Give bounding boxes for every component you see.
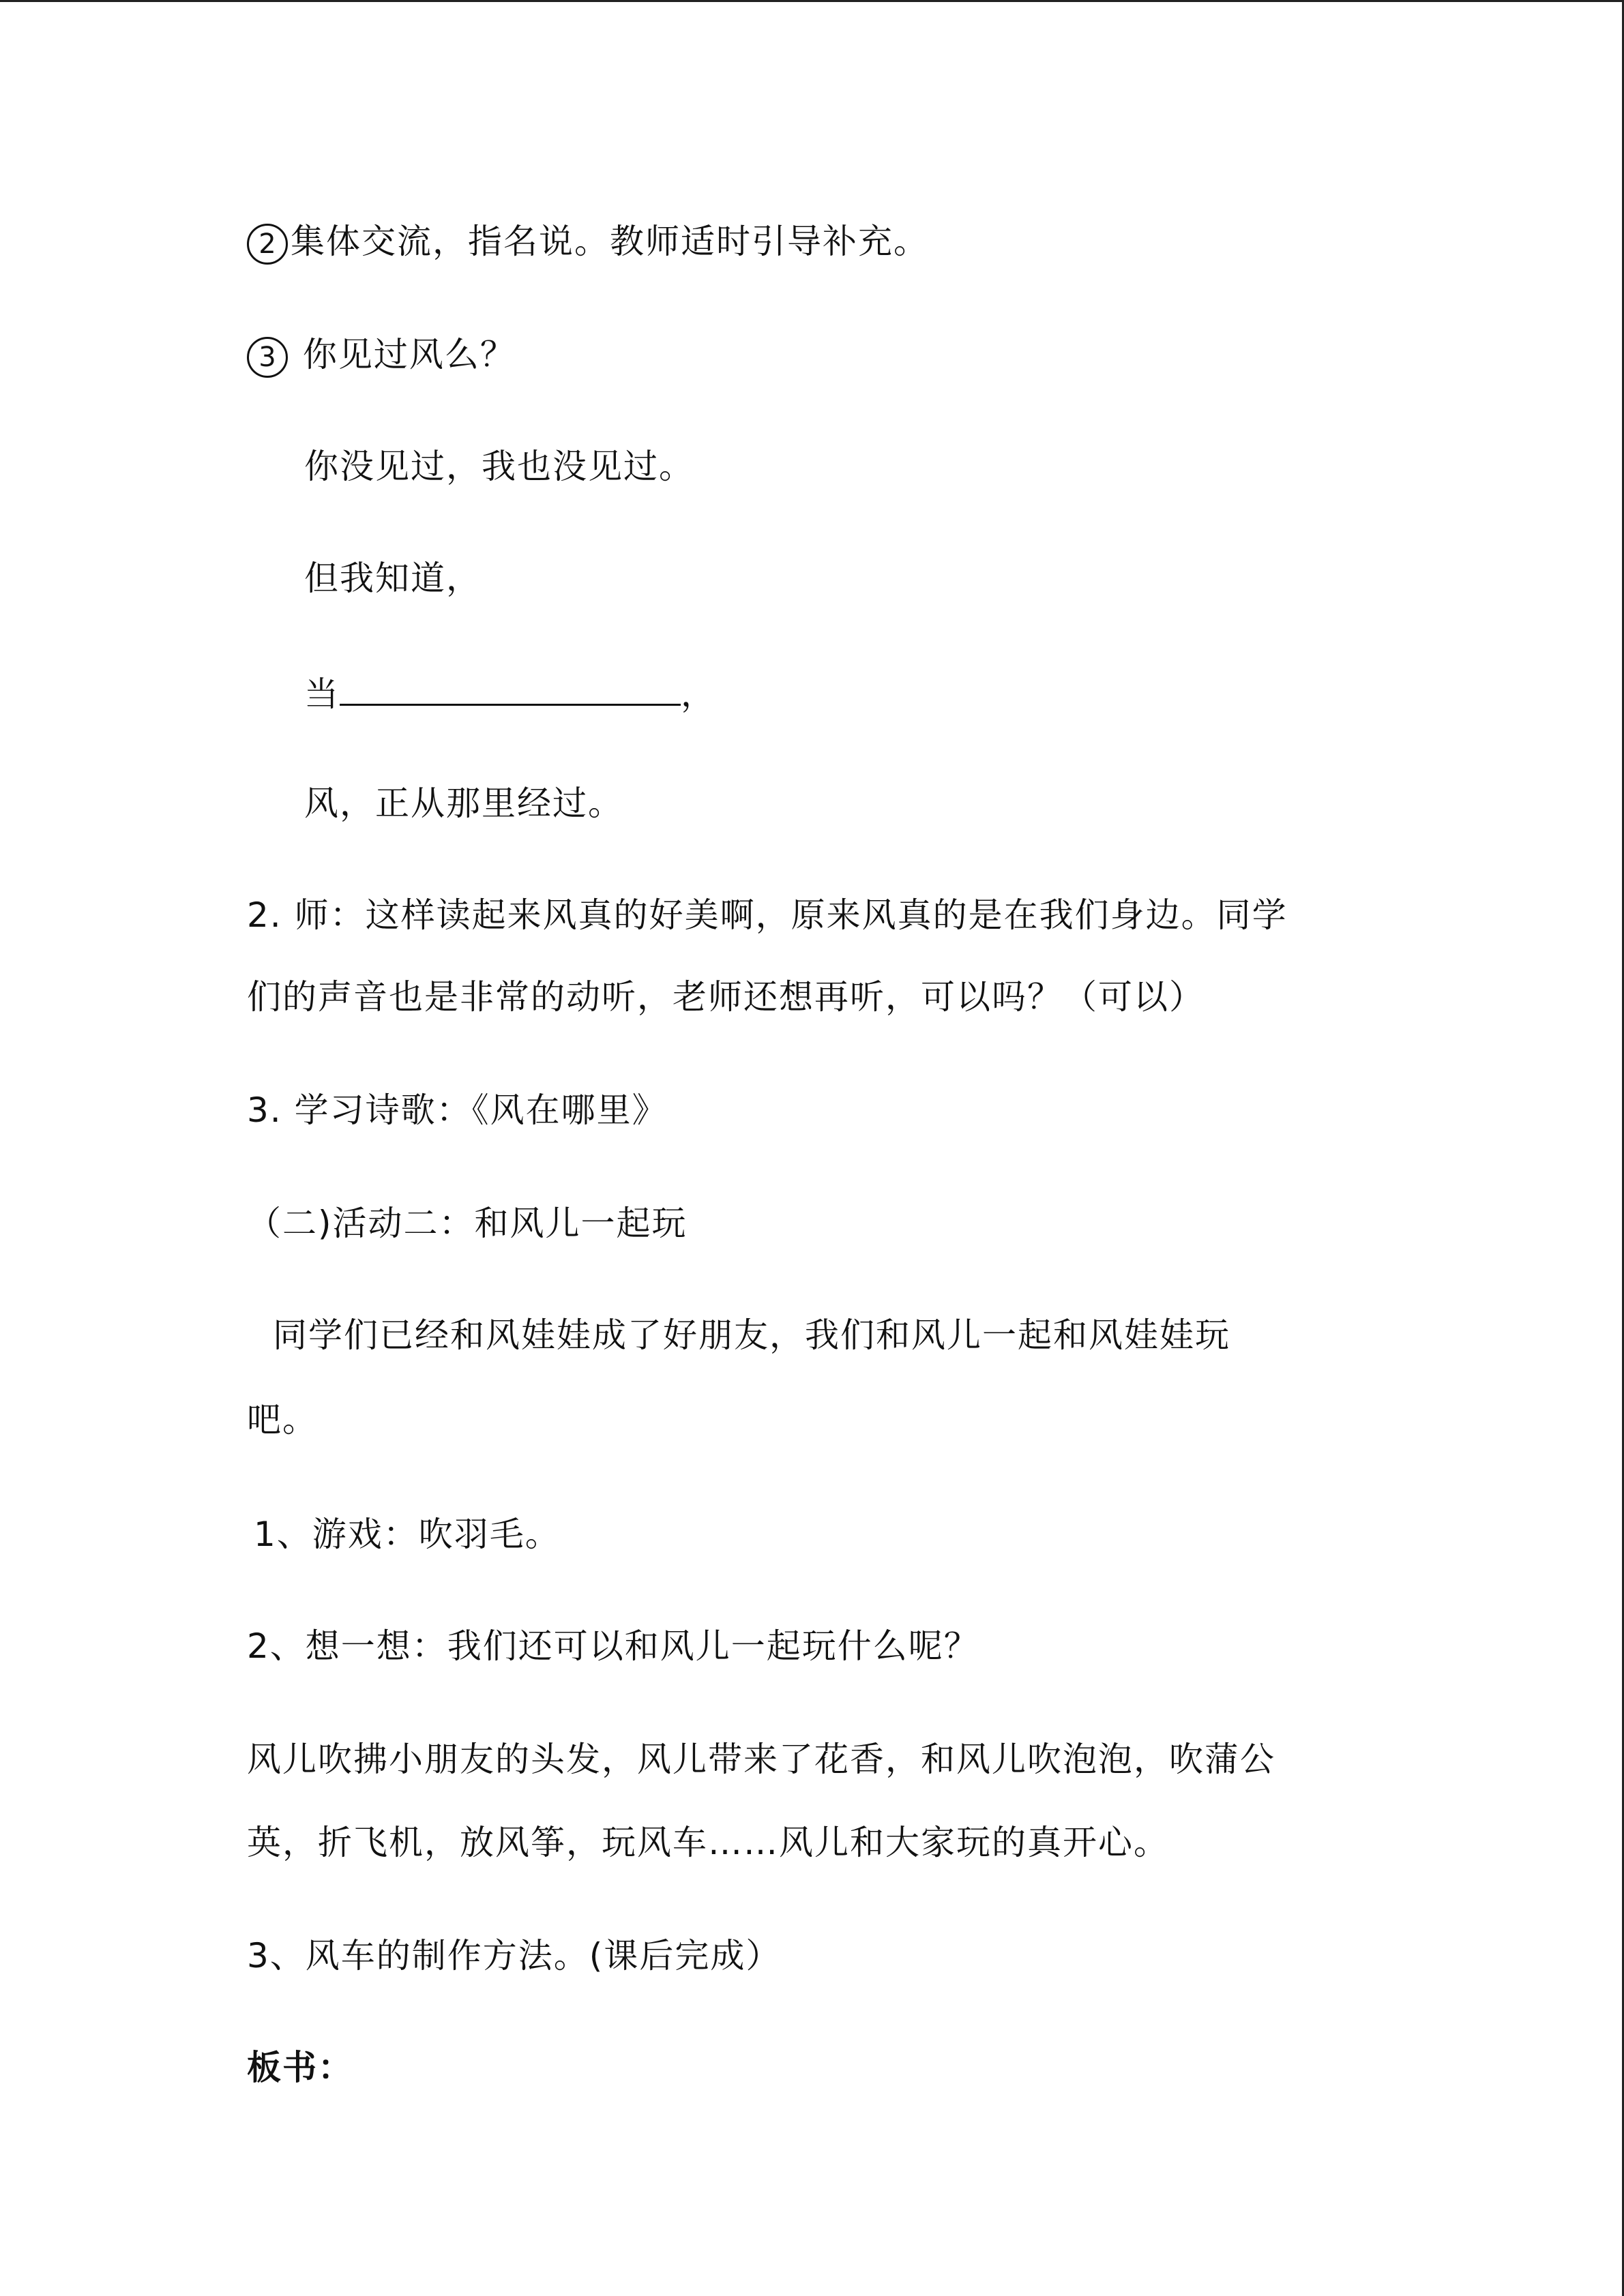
circled-number: 2 [247, 224, 288, 265]
paragraph-2-line-2: 们的声音也是非常的动听，老师还想再听，可以吗？（可以） [247, 977, 1205, 1017]
fill-in-blank [340, 670, 681, 706]
poem-line-2: 但我知道， [304, 558, 482, 598]
blank-prefix: 当 [304, 674, 340, 714]
activity-two-heading: （二)活动二：和风儿一起玩 [247, 1204, 688, 1243]
poem-line-fill-blank [304, 670, 716, 716]
think-item-2: 2、想一想：我们还可以和风儿一起玩什么呢？ [247, 1626, 979, 1666]
item-text: 集体交流，指名说。教师适时引导补充。 [291, 222, 929, 261]
poem-line-4: 风，正从那里经过。 [304, 784, 623, 823]
paragraph-2-line-1: 2. 师：这样读起来风真的好美啊，原来风真的是在我们身边。同学 [247, 895, 1288, 935]
activity-intro-line-1: 同学们已经和风娃娃成了好朋友，我们和风儿一起和风娃娃玩 [273, 1315, 1230, 1355]
item-text: 你见过风么？ [302, 335, 516, 374]
circled-number: 3 [247, 337, 288, 378]
item-3-poem: 3. 学习诗歌：《风在哪里》 [247, 1090, 668, 1130]
blank-suffix: ， [681, 674, 716, 714]
game-item-1: 1、游戏：吹羽毛。 [254, 1515, 561, 1554]
poem-line-1: 你没见过，我也没见过。 [304, 447, 694, 486]
activity-intro-line-2: 吧。 [247, 1400, 318, 1440]
windmill-item-3: 3、风车的制作方法。(课后完成） [247, 1936, 782, 1976]
wind-play-line-1: 风儿吹拂小朋友的头发，风儿带来了花香，和风儿吹泡泡，吹蒲公 [247, 1740, 1275, 1779]
wind-play-line-2: 英，折飞机，放风筝，玩风车……风儿和大家玩的真开心。 [247, 1823, 1169, 1862]
blackboard-heading: 板书： [247, 2048, 353, 2087]
page-top-border [0, 0, 1624, 2]
item-circled-3 [247, 333, 516, 378]
item-circled-2 [247, 220, 929, 265]
